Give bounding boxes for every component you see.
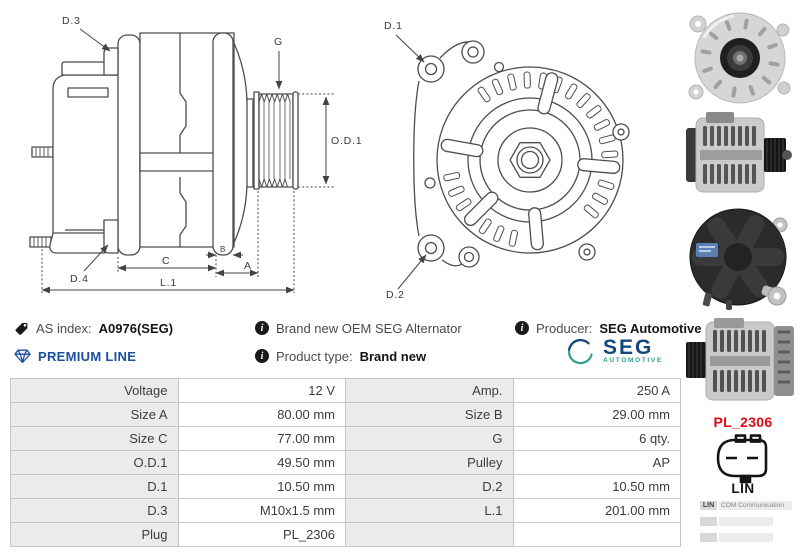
spec-label-cell: D.2 [346, 475, 514, 499]
as-index-value: A0976(SEG) [98, 320, 174, 336]
front-arm [213, 33, 233, 255]
spec-label-cell: G [346, 427, 514, 451]
info-icon: i [255, 349, 269, 363]
spec-label-cell: D.1 [11, 475, 179, 499]
spec-label-cell: Pulley [346, 451, 514, 475]
plug-legend [700, 501, 792, 549]
front-view-diagram [372, 5, 672, 305]
dim-label-d3: D.3 [62, 15, 81, 27]
spec-label-cell [346, 523, 514, 547]
seg-automotive-logo [566, 337, 663, 366]
spec-value-cell: 10.50 mm [513, 475, 681, 499]
spec-row [11, 523, 681, 547]
spec-value-cell: 250 A [513, 379, 681, 403]
premium-line-label: PREMIUM LINE [38, 348, 137, 364]
plug-legend-pin [700, 517, 717, 526]
spec-label-cell: L.1 [346, 499, 514, 523]
producer-value: SEG Automotive [599, 320, 702, 336]
info-icon: i [255, 321, 269, 335]
spec-label-cell: Size A [11, 403, 179, 427]
seg-logo-circle-icon [566, 337, 595, 366]
dim-label-c: C [162, 255, 171, 267]
spec-row [11, 427, 681, 451]
spec-value-cell: 29.00 mm [513, 403, 681, 427]
spec-value-cell: 77.00 mm [178, 427, 346, 451]
oem-note-row [255, 318, 462, 338]
plug-legend-desc [719, 517, 773, 526]
product-photo-front[interactable] [684, 8, 796, 108]
producer-label: Producer: [536, 320, 593, 336]
pulley [254, 92, 298, 189]
spec-value-cell: PL_2306 [178, 523, 346, 547]
plug-legend-row [700, 501, 792, 510]
plug-connector-diagram [711, 434, 773, 484]
product-photo-side-right[interactable] [686, 112, 794, 198]
plug-code-label: PL_2306 [713, 414, 773, 430]
diamond-icon [14, 349, 31, 364]
spec-row [11, 451, 681, 475]
spec-value-cell: 10.50 mm [178, 475, 346, 499]
plug-legend-row [700, 517, 792, 526]
info-icon: i [515, 321, 529, 335]
alternator-front-outline [414, 41, 629, 267]
oem-note-text: Brand new OEM SEG Alternator [276, 320, 462, 336]
plug-legend-pin [700, 533, 717, 542]
spec-value-cell [513, 523, 681, 547]
rear-studs-icon [30, 147, 53, 247]
spec-value-cell: 12 V [178, 379, 346, 403]
product-type-value: Brand new [359, 348, 427, 364]
dim-label-g: G [274, 36, 283, 48]
dim-label-od1: O.D.1 [331, 135, 363, 147]
spec-value-cell: 49.50 mm [178, 451, 346, 475]
dim-label-a: A [244, 260, 252, 272]
spec-label-cell: Size B [346, 403, 514, 427]
spec-label-cell: Voltage [11, 379, 179, 403]
spec-row [11, 499, 681, 523]
spec-value-cell: 201.00 mm [513, 499, 681, 523]
spec-row [11, 379, 681, 403]
bottom-lug [104, 220, 118, 253]
seg-logo-text: SEG [603, 336, 654, 359]
dim-label-b: B [220, 245, 227, 254]
as-index-row [14, 318, 173, 338]
plug-name-label: LIN [731, 481, 755, 496]
premium-line-badge[interactable] [14, 346, 136, 366]
product-type-label: Product type: [276, 348, 353, 364]
spec-table-body [11, 379, 681, 547]
spec-row [11, 403, 681, 427]
side-view-diagram [20, 5, 365, 305]
seg-logo-subtext: AUTOMOTIVE [603, 357, 663, 364]
plug-legend-desc [719, 533, 773, 542]
plug-legend-desc: COM Communication [719, 501, 792, 510]
product-photo-rear[interactable] [688, 203, 794, 311]
as-index-label: AS index: [36, 320, 92, 336]
plug-legend-pin: LIN [700, 501, 717, 510]
spec-label-cell: Plug [11, 523, 179, 547]
top-lug [104, 48, 118, 75]
spec-label-cell: Size C [11, 427, 179, 451]
spec-label-cell: Amp. [346, 379, 514, 403]
dim-label-d2: D.2 [386, 289, 405, 301]
spec-value-cell: M10x1.5 mm [178, 499, 346, 523]
spec-value-cell: 80.00 mm [178, 403, 346, 427]
mount-bracket [118, 35, 140, 255]
dim-label-l1: L.1 [160, 277, 177, 289]
plug-legend-row [700, 533, 792, 542]
producer-row [515, 318, 701, 338]
spec-row [11, 475, 681, 499]
spec-label-cell: D.3 [11, 499, 179, 523]
dim-label-d1: D.1 [384, 20, 403, 32]
tag-icon [14, 321, 29, 336]
spec-table [10, 378, 681, 547]
spec-label-cell: O.D.1 [11, 451, 179, 475]
product-type-row [255, 346, 426, 366]
spec-value-cell: 6 qty. [513, 427, 681, 451]
spec-value-cell: AP [513, 451, 681, 475]
dim-label-d4: D.4 [70, 273, 89, 285]
